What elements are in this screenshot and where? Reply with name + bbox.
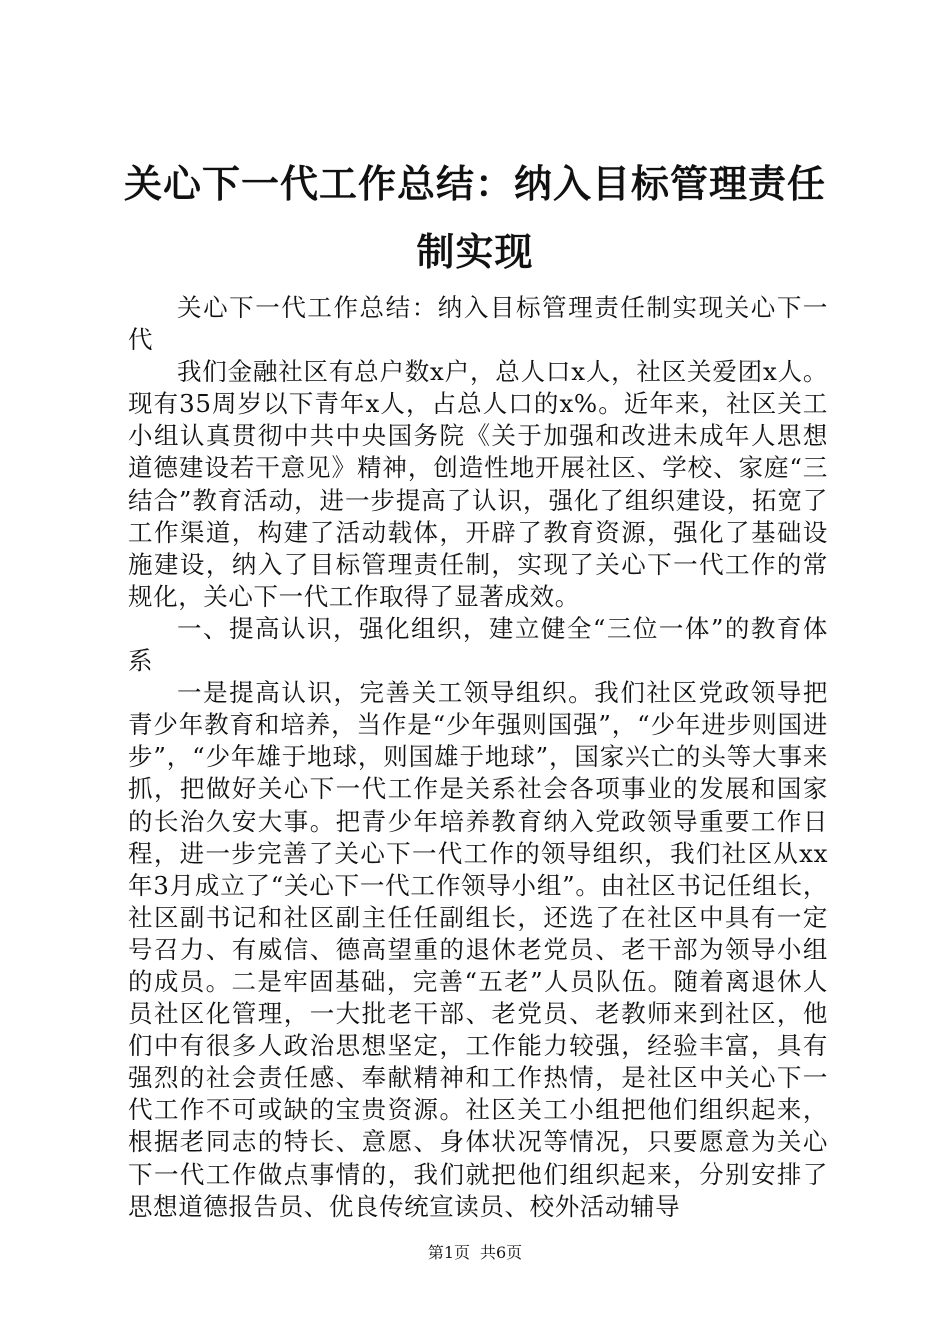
paragraph-section-one: 一是提高认识，完善关工领导组织。我们社区党政领导把青少年教育和培养，当作是“少年强则国强”，“少年进步则国进步”，“少年雄于地球，则国雄于地球”，国家兴亡的头等大事来抓，把做好关心下一代工作是关系社会各项事业的发展和国家的长治久安大事。把青少年培养教育纳入党政领导重要工作日程，进一步完善了关心下一代工作的领导组织，我们社区从xx年3月成立了“关心下一代工作领导小组”。由社区书记任组长，社区副书记和社区副主任任副组长，还选了在社区中具有一定号召力、有威信、德高望重的退休老党员、老干部为领导小组的成员。二是牢固基础，完善“五老”人员队伍。随着离退休人员社区化管理，一大批老干部、老党员、老教师来到社区，他们中有很多人政治思想坚定，工作能力较强，经验丰富，具有强烈的社会责任感、奉献精神和工作热情，是社区中关心下一代工作不可或缺的宝贵资源。社区关工小组把他们组织起来，根据老同志的特长、意愿、身体状况等情况，只要愿意为关心下一代工作做点事情的，我们就把他们组织起来，分别安排了思想道德报告员、优良传统宣读员、校外活动辅导 xyxy=(128,678,828,1221)
section-heading: 一、提高认识，强化组织，建立健全“三位一体”的教育体系 xyxy=(128,613,828,676)
page-total: 共6页 xyxy=(480,1243,523,1262)
paragraph-subtitle: 关心下一代工作总结：纳入目标管理责任制实现关心下一代 xyxy=(128,293,828,355)
page-number: 第1页 xyxy=(427,1243,470,1262)
document-title: 关心下一代工作总结：纳入目标管理责任制实现 xyxy=(123,162,826,274)
paragraph-intro: 我们金融社区有总户数x户，总人口x人，社区关爱团x人。现有35周岁以下青年x人，占总人口的x%。近年来，社区关工小组认真贯彻中共中央国务院《关于加强和改进未成年人思想道德建设若干意见》精神，创造性地开展社区、学校、家庭“三结合”教育活动，进一步提高了认识，强化了组织建设，拓宽了工作渠道，构建了活动载体，开辟了教育资源，强化了基础设施建设，纳入了目标管理责任制，实现了关心下一代工作的常规化，关心下一代工作取得了显著成效。 xyxy=(128,357,828,611)
document-body xyxy=(128,292,828,1223)
page-footer xyxy=(0,1242,950,1264)
